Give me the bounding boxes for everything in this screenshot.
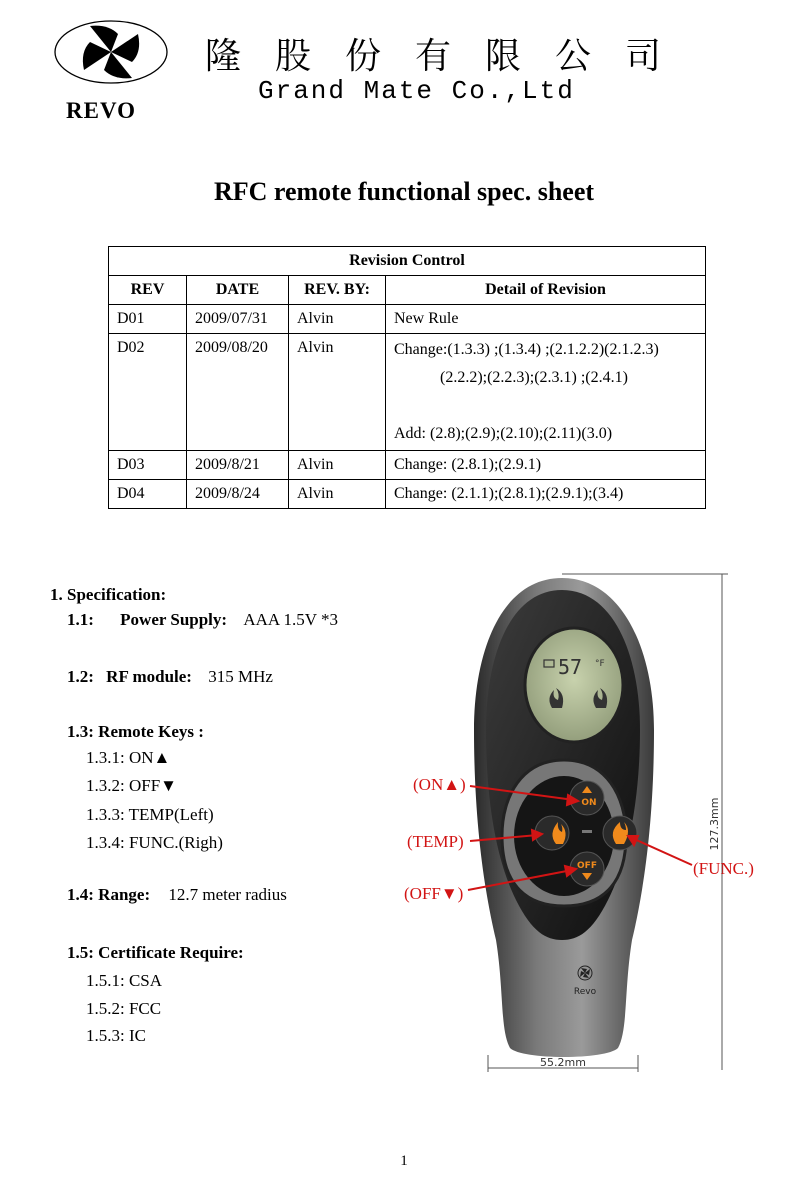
rev-cell: D03	[109, 451, 187, 480]
certificate-heading: 1.5: Certificate Require:	[67, 943, 244, 962]
page-number: 1	[400, 1153, 408, 1169]
column-header: REV	[109, 276, 187, 305]
detail-line: Change:(1.3.3) ;(1.3.4) ;(2.1.2.2)(2.1.2.3)	[394, 341, 659, 358]
detail-line: Change: (2.1.1);(2.8.1);(2.9.1);(3.4)	[394, 485, 624, 502]
spec-value: 12.7 meter radius	[168, 885, 287, 904]
callout-temp: (TEMP)	[407, 832, 464, 851]
detail-cell	[386, 334, 706, 451]
callout-func: (FUNC.)	[693, 859, 754, 878]
company-name-chinese: 隆股份有限公司	[205, 36, 696, 77]
by-cell: Alvin	[289, 334, 386, 451]
cert-item: 1.5.2: FCC	[86, 999, 162, 1018]
column-header: DATE	[187, 276, 289, 305]
detail-cell	[386, 305, 706, 334]
height-dimension: 127.3mm	[708, 797, 721, 851]
cert-item: 1.5.3: IC	[86, 1026, 146, 1045]
table-row	[109, 305, 706, 334]
off-key-label: OFF	[577, 861, 597, 871]
remote-keys-heading: 1.3: Remote Keys :	[67, 722, 204, 741]
column-header: Detail of Revision	[386, 276, 706, 305]
key-item: 1.3.1: ON▲	[86, 748, 171, 767]
detail-line: (2.2.2);(2.2.3);(2.3.1) ;(2.4.1)	[440, 369, 628, 386]
detail-line: New Rule	[394, 310, 459, 327]
detail-cell	[386, 451, 706, 480]
detail-line: Change: (2.8.1);(2.9.1)	[394, 456, 542, 473]
key-item: 1.3.2: OFF▼	[86, 776, 177, 795]
by-cell: Alvin	[289, 480, 386, 509]
key-item: 1.3.4: FUNC.(Righ)	[86, 833, 223, 852]
spec-label: Power Supply:	[120, 610, 228, 629]
keypad-divider	[582, 830, 592, 833]
lcd-display	[525, 628, 623, 742]
detail-line: Add: (2.8);(2.9);(2.10);(2.11)(3.0)	[394, 425, 613, 442]
rev-cell: D01	[109, 305, 187, 334]
by-cell: Alvin	[289, 451, 386, 480]
spec-label: 1.4: Range:	[67, 885, 151, 904]
key-item: 1.3.3: TEMP(Left)	[86, 805, 214, 824]
company-name-english: Grand Mate Co.,Ltd	[258, 76, 575, 106]
spec-number: 1.2:	[67, 667, 94, 686]
lcd-unit: °F	[595, 659, 605, 669]
revo-logo	[52, 18, 170, 86]
cert-item: 1.5.1: CSA	[86, 971, 163, 990]
width-dimension: 55.2mm	[540, 1056, 586, 1069]
on-key-label: ON	[581, 798, 597, 808]
on-key[interactable]	[570, 781, 604, 815]
brand-name: REVO	[66, 98, 136, 123]
callout-on: (ON▲)	[413, 775, 466, 794]
column-header: REV. BY:	[289, 276, 386, 305]
table-caption: Revision Control	[109, 247, 706, 276]
table-row	[109, 451, 706, 480]
table-header-row	[109, 276, 706, 305]
date-cell: 2009/07/31	[187, 305, 289, 334]
spec-value: AAA 1.5V *3	[243, 610, 338, 629]
callout-off: (OFF▼)	[404, 884, 464, 903]
spec-value: 315 MHz	[208, 667, 273, 686]
rev-cell: D04	[109, 480, 187, 509]
table-row	[109, 480, 706, 509]
detail-cell	[386, 480, 706, 509]
date-cell: 2009/8/24	[187, 480, 289, 509]
detail-line	[394, 392, 697, 420]
range-line	[67, 885, 287, 905]
spec-label: RF module:	[106, 667, 192, 686]
rev-cell: D02	[109, 334, 187, 451]
by-cell: Alvin	[289, 305, 386, 334]
lcd-temperature: 57	[557, 655, 583, 679]
revision-table	[108, 246, 706, 509]
fan-blades-icon	[83, 26, 139, 79]
spec-number: 1.1:	[67, 610, 94, 629]
spec-heading: 1. Specification:	[50, 585, 167, 604]
document-title: RFC remote functional spec. sheet	[213, 177, 595, 206]
power-supply-line	[67, 610, 338, 630]
func-key[interactable]	[603, 816, 637, 850]
table-row	[109, 334, 706, 451]
date-cell: 2009/8/21	[187, 451, 289, 480]
rf-module-line	[67, 667, 273, 687]
remote-control-figure	[392, 560, 772, 1080]
date-cell: 2009/08/20	[187, 334, 289, 451]
device-brand: Revo	[573, 987, 597, 997]
